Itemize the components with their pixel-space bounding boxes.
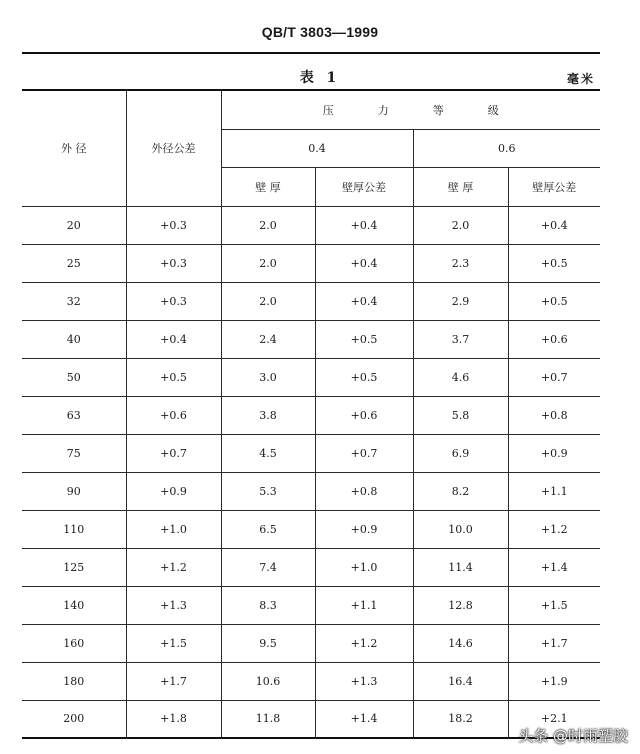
cell-outer-tolerance: +1.2: [126, 548, 221, 586]
cell-outer-diameter: 40: [22, 320, 126, 358]
cell-outer-diameter: 50: [22, 358, 126, 396]
cell-outer-tolerance: +1.5: [126, 624, 221, 662]
cell-outer-tolerance: +1.3: [126, 586, 221, 624]
specification-table: [22, 89, 600, 739]
cell-wall-tol-0-6: +1.4: [508, 548, 600, 586]
table-row: [22, 700, 600, 738]
table-row: [22, 396, 600, 434]
cell-wall-0-6: 18.2: [413, 700, 508, 738]
pressure-char: 压: [322, 103, 334, 117]
cell-wall-tol-0-6: +0.7: [508, 358, 600, 396]
cell-outer-diameter: 90: [22, 472, 126, 510]
cell-wall-0-4: 2.0: [221, 244, 315, 282]
table-row: [22, 586, 600, 624]
table-row: [22, 662, 600, 700]
cell-wall-0-6: 6.9: [413, 434, 508, 472]
cell-wall-0-4: 2.4: [221, 320, 315, 358]
cell-outer-diameter: 110: [22, 510, 126, 548]
cell-wall-tol-0-6: +1.2: [508, 510, 600, 548]
table-row: [22, 434, 600, 472]
cell-wall-tol-0-6: +1.5: [508, 586, 600, 624]
cell-wall-tol-0-6: +1.7: [508, 624, 600, 662]
cell-wall-tol-0-4: +0.5: [315, 358, 413, 396]
cell-outer-tolerance: +0.7: [126, 434, 221, 472]
cell-wall-tol-0-6: +0.6: [508, 320, 600, 358]
cell-outer-diameter: 32: [22, 282, 126, 320]
header-outer-diameter: 外 径: [22, 90, 126, 206]
pressure-char: 级: [487, 103, 499, 117]
cell-wall-tol-0-6: +1.9: [508, 662, 600, 700]
cell-outer-tolerance: +0.5: [126, 358, 221, 396]
header-pressure-0-6: 0.6: [413, 129, 600, 167]
header-wall-tolerance: 壁厚公差: [315, 167, 413, 206]
cell-wall-0-6: 2.0: [413, 206, 508, 244]
cell-outer-diameter: 20: [22, 206, 126, 244]
cell-outer-diameter: 25: [22, 244, 126, 282]
cell-wall-0-4: 7.4: [221, 548, 315, 586]
cell-wall-tol-0-6: +2.1: [508, 700, 600, 738]
header-wall-thickness: 壁 厚: [221, 167, 315, 206]
table-row: [22, 206, 600, 244]
cell-outer-tolerance: +0.3: [126, 282, 221, 320]
cell-wall-tol-0-4: +0.4: [315, 206, 413, 244]
cell-wall-tol-0-4: +0.7: [315, 434, 413, 472]
cell-wall-0-4: 6.5: [221, 510, 315, 548]
cell-wall-0-4: 3.0: [221, 358, 315, 396]
cell-wall-0-6: 2.3: [413, 244, 508, 282]
cell-wall-0-4: 11.8: [221, 700, 315, 738]
cell-wall-0-6: 12.8: [413, 586, 508, 624]
table-title: 表 1: [299, 70, 341, 86]
cell-wall-0-6: 10.0: [413, 510, 508, 548]
table-body: [22, 206, 600, 738]
cell-outer-diameter: 75: [22, 434, 126, 472]
table-row: [22, 320, 600, 358]
unit-label: 毫米: [566, 72, 595, 86]
cell-outer-tolerance: +1.0: [126, 510, 221, 548]
header-outer-tolerance: 外径公差: [126, 90, 221, 206]
cell-wall-tol-0-4: +0.4: [315, 282, 413, 320]
cell-outer-tolerance: +1.7: [126, 662, 221, 700]
cell-outer-tolerance: +0.4: [126, 320, 221, 358]
cell-wall-tol-0-6: +0.8: [508, 396, 600, 434]
cell-wall-tol-0-6: +0.5: [508, 244, 600, 282]
cell-wall-tol-0-4: +0.9: [315, 510, 413, 548]
table-row: [22, 548, 600, 586]
pressure-char: 力: [377, 103, 389, 117]
cell-wall-0-6: 2.9: [413, 282, 508, 320]
cell-wall-tol-0-4: +1.0: [315, 548, 413, 586]
cell-wall-tol-0-6: +0.9: [508, 434, 600, 472]
cell-wall-tol-0-4: +0.6: [315, 396, 413, 434]
cell-wall-0-6: 5.8: [413, 396, 508, 434]
table-row: [22, 282, 600, 320]
cell-wall-0-6: 16.4: [413, 662, 508, 700]
cell-wall-0-6: 11.4: [413, 548, 508, 586]
cell-outer-tolerance: +0.3: [126, 244, 221, 282]
cell-outer-diameter: 63: [22, 396, 126, 434]
cell-wall-0-4: 2.0: [221, 282, 315, 320]
cell-outer-tolerance: +0.6: [126, 396, 221, 434]
cell-wall-tol-0-6: +0.5: [508, 282, 600, 320]
pressure-char: 等: [432, 103, 444, 117]
cell-outer-tolerance: +0.3: [126, 206, 221, 244]
cell-wall-tol-0-4: +1.4: [315, 700, 413, 738]
cell-wall-tol-0-6: +1.1: [508, 472, 600, 510]
header-pressure-0-4: 0.4: [221, 129, 413, 167]
cell-wall-tol-0-6: +0.4: [508, 206, 600, 244]
cell-wall-tol-0-4: +1.3: [315, 662, 413, 700]
cell-wall-0-6: 3.7: [413, 320, 508, 358]
table-row: [22, 624, 600, 662]
header-wall-thickness: 壁 厚: [413, 167, 508, 206]
cell-wall-0-4: 4.5: [221, 434, 315, 472]
cell-wall-0-4: 8.3: [221, 586, 315, 624]
table-container: [22, 89, 600, 737]
cell-wall-tol-0-4: +0.8: [315, 472, 413, 510]
cell-outer-diameter: 160: [22, 624, 126, 662]
cell-wall-0-4: 9.5: [221, 624, 315, 662]
cell-wall-0-4: 3.8: [221, 396, 315, 434]
cell-wall-0-4: 5.3: [221, 472, 315, 510]
cell-wall-tol-0-4: +0.5: [315, 320, 413, 358]
cell-outer-diameter: 200: [22, 700, 126, 738]
cell-wall-0-4: 2.0: [221, 206, 315, 244]
cell-wall-tol-0-4: +1.2: [315, 624, 413, 662]
cell-wall-0-6: 8.2: [413, 472, 508, 510]
cell-wall-tol-0-4: +0.4: [315, 244, 413, 282]
table-row: [22, 358, 600, 396]
top-rule: [22, 52, 600, 54]
header-wall-tolerance: 壁厚公差: [508, 167, 600, 206]
cell-wall-0-6: 14.6: [413, 624, 508, 662]
watermark: 头条 @时雨塑胶: [518, 727, 628, 745]
cell-outer-diameter: 140: [22, 586, 126, 624]
cell-outer-tolerance: +0.9: [126, 472, 221, 510]
cell-wall-0-4: 10.6: [221, 662, 315, 700]
cell-outer-tolerance: +1.8: [126, 700, 221, 738]
cell-wall-0-6: 4.6: [413, 358, 508, 396]
table-row: [22, 472, 600, 510]
cell-wall-tol-0-4: +1.1: [315, 586, 413, 624]
table-row: [22, 244, 600, 282]
standard-code: QB/T 3803—1999: [261, 24, 379, 40]
cell-outer-diameter: 180: [22, 662, 126, 700]
cell-outer-diameter: 125: [22, 548, 126, 586]
header-pressure-grade: [221, 90, 600, 129]
table-row: [22, 510, 600, 548]
